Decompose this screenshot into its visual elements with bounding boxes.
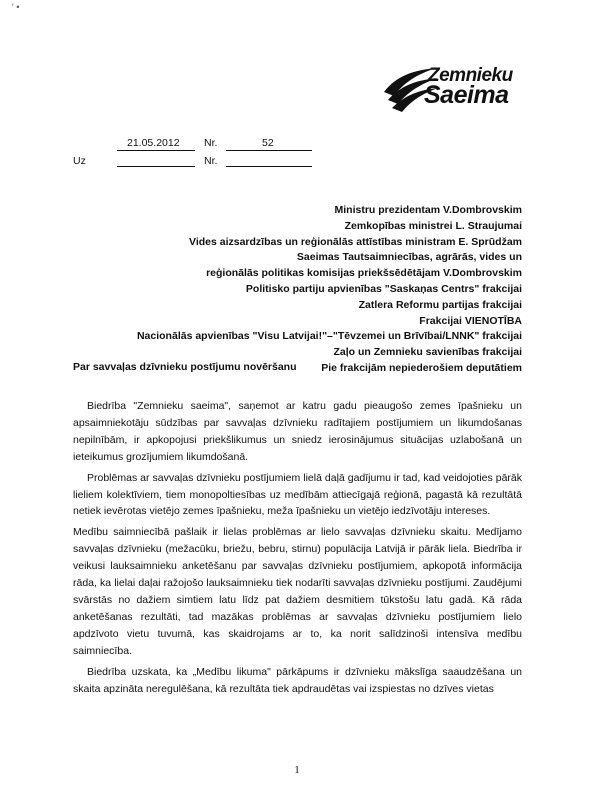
logo-line-2: Saeima bbox=[424, 81, 509, 109]
body-paragraph: Biedrība "Zemnieku saeima", saņemot ar katru gadu pieaugošo zemes īpašnieku un apsaimniekotāju sūdzības par savvaļas dzīvnieku radītajiem postījumiem un likumdošanas nepilnībām, ir apkopojusi priekšlikumus un sniedz ierosinājumus situācijas uzlabošanā un ieteikumus grozījumiem likumdošanā. bbox=[73, 400, 522, 463]
nr-underline bbox=[226, 150, 312, 151]
recipient-line: Politisko partiju apvienības "Saskaņas Centrs" frakcijai bbox=[245, 282, 522, 295]
letter-date: 21.05.2012 bbox=[127, 137, 180, 149]
nr-label: Nr. bbox=[204, 137, 218, 149]
recipient-line: Ministru prezidentam V.Dombrovskim bbox=[334, 204, 522, 216]
logo-line-1: Zemnieku bbox=[428, 65, 513, 86]
recipient-line: Pie frakcijām nepiederošiem deputātiem bbox=[321, 361, 522, 374]
recipient-line: reģionālās politikas komisijas priekšsēdētājam V.Dombrovskim bbox=[206, 267, 522, 280]
nr-label-2: Nr. bbox=[204, 155, 218, 167]
recipients-block bbox=[137, 203, 522, 377]
recipient-line: Zatlera Reformu partijas frakcijai bbox=[358, 298, 522, 311]
logo bbox=[380, 62, 540, 116]
body-paragraph: Medību saimniecībā pašlaik ir lielas problēmas ar lielo savvaļas dzīvnieku skaitu. Medījamo savvaļas dzīvnieku (mežacūku, briežu, bebru, stirnu) populācija Latvijā ir pārāk liela. Biedrība ir veikusi lauksaimnieku anketēšanu par savvaļas dzīvnieku postījumiem, apkopotā informācija rāda, ka lielai daļai ražojošo lauksaimnieku tiek nodarīti savvaļas dzīvnieku postījumi. Zaudējumi svārstās no dažiem simtiem latu līdz pat dažiem desmitiem tūkstošu latu gadā. Kā rāda anketēšanas rezultāti, tad mazākas problēmas ar savvaļas dzīvnieku postījumiem lielo apdzīvoto vietu tuvumā, kas skaidrojams ar to, ka norit salīdzinoši intensīva medību saimniecība. bbox=[73, 526, 522, 657]
recipient-line: Saeimas Tautsaimniecības, agrārās, vides un bbox=[296, 251, 522, 264]
nr-underline-2 bbox=[226, 166, 312, 167]
uz-label: Uz bbox=[73, 155, 86, 167]
page-number: 1 bbox=[294, 764, 300, 776]
uz-underline bbox=[117, 166, 195, 167]
body-paragraph: Biedrība uzskata, ka „Medību likuma" pārkāpums ir dzīvnieku mākslīga saaudzēšana un skaita apzināta neregulēšana, kā rezultāta tiek apdraudētas vai izspiestas no dzīves vietas bbox=[73, 665, 522, 695]
letter-subject: Par savvaļas dzīvnieku postījumu novēršanu bbox=[73, 361, 297, 373]
corner-mark: ′ • bbox=[12, 2, 20, 12]
nr-value: 52 bbox=[262, 137, 274, 149]
date-underline bbox=[117, 150, 195, 151]
recipient-line: Vides aizsardzības un reģionālās attīstības ministram E. Sprūdžam bbox=[189, 235, 522, 248]
letter-body bbox=[73, 398, 522, 701]
recipient-line: Nacionālās apvienības "Visu Latvijai!"–"Tēvzemei un Brīvībai/LNNK" frakcijai bbox=[136, 330, 522, 343]
recipient-line: Zemkopības ministrei L. Straujumai bbox=[344, 219, 522, 232]
body-paragraph: Problēmas ar savvaļas dzīvnieku postījumiem lielā daļā gadījumu ir tad, kad veidojoties pārāk lieliem kolektīviem, tiem monopoltiesības uz medībām attiecīgajā reģionā, pagastā kā rezultātā netiek ievērotas vietējo zemes īpašnieku, meža īpašnieku un vietējo iedzīvotāju intereses. bbox=[73, 471, 522, 518]
recipient-line: Frakcijai VIENOTĪBA bbox=[419, 314, 522, 327]
recipient-line: Zaļo un Zemnieku savienības frakcijai bbox=[333, 346, 522, 359]
